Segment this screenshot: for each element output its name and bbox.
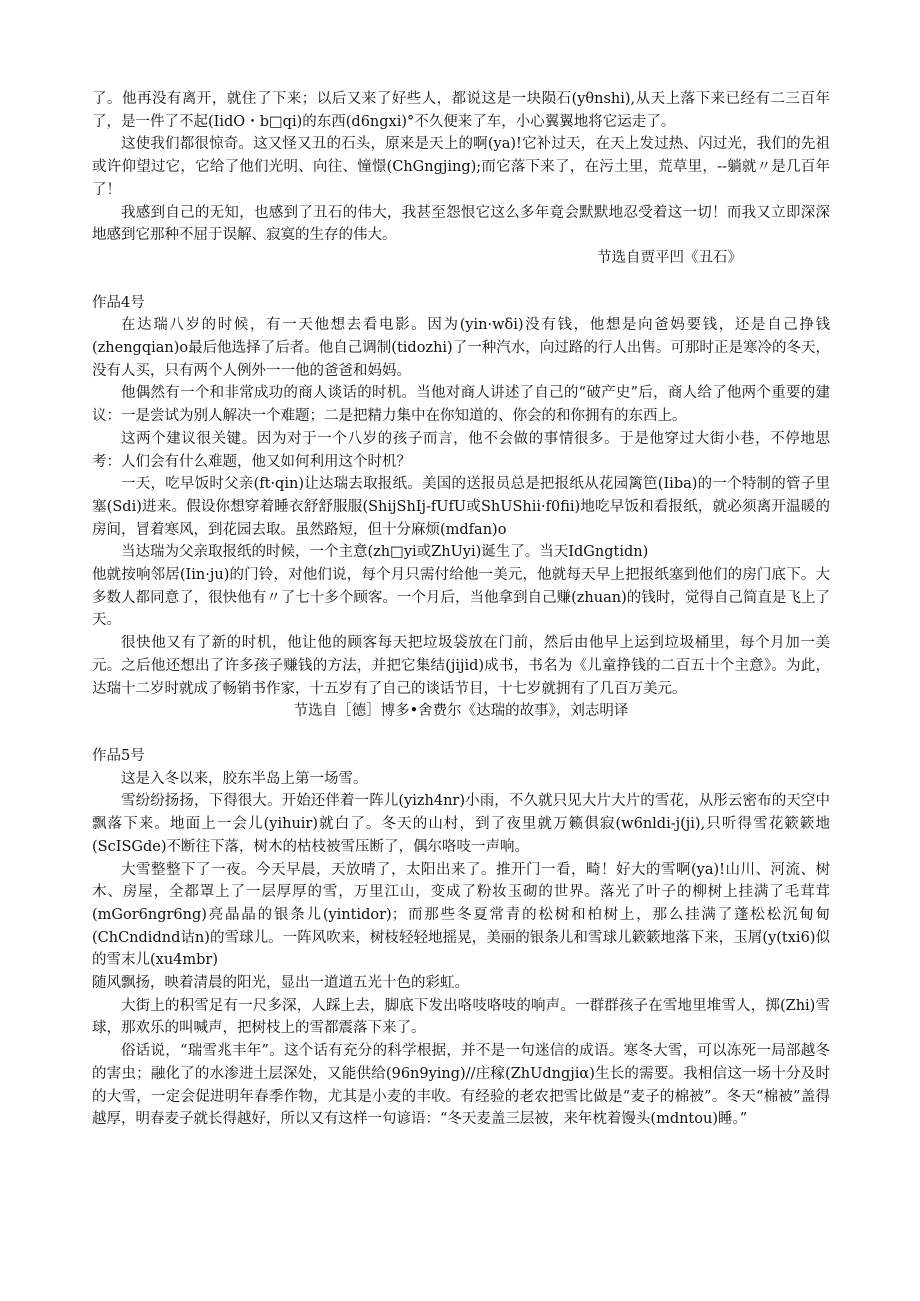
section-heading: 作品5号 xyxy=(92,747,145,764)
paragraph: 当达瑞为父亲取报纸的时候，一个主意(zh□yi或ZhUyi)诞生了。当天IdGngtidn) xyxy=(121,544,649,561)
paragraph: 在达瑞八岁的时候，有一天他想去看电影。因为(yin·wδi)没有钱，他想是向爸妈要钱，还是自己挣钱(zhengqian)o最后他选择了后者。他自己调制(tidozhi)了一种汽水，向过路的行人出售。可那时正是寒冷的冬天，没有人买，只有两个人例外一一他的爸爸和妈妈。 xyxy=(92,317,830,379)
paragraph: 雪纷纷扬扬，下得很大。开始还伴着一阵儿(yizh4nr)小雨，不久就只见大片大片的雪花，从彤云密布的天空中飘落下来。地面上一会儿(yihuir)就白了。冬天的山村，到了夜里就万籁俱寂(w6nldi-j(ji),只听得雪花簌簌地(ScISGde)不断往下落，树木的枯枝被雪压断了，偶尔咯吱一声响。 xyxy=(92,793,830,855)
paragraph: 大街上的积雪足有一尺多深，人踩上去，脚底下发出咯吱咯吱的响声。一群群孩子在雪地里堆雪人，掷(Zhi)雪球，那欢乐的叫喊声，把树枝上的雪都震落下来了。 xyxy=(92,997,830,1037)
document-body xyxy=(92,88,830,1131)
source-citation: 节选自贾平凹《丑石》 xyxy=(597,249,742,266)
paragraph: 随风飘扬，映着清晨的阳光，显出一道道五光十色的彩虹。 xyxy=(92,975,469,992)
paragraph: 他偶然有一个和非常成功的商人谈话的时机。当他对商人讲述了自己的“破产史”后，商人给了他两个重要的建议：一是尝试为别人解决一个难题；二是把精力集中在你知道的、你会的和你拥有的东西上。 xyxy=(92,385,830,425)
paragraph: 我感到自己的无知，也感到了丑石的伟大，我甚至怨恨它这么多年竟会默默地忍受着这一切！而我又立即深深地感到它那种不屈于误解、寂寞的生存的伟大。 xyxy=(92,204,830,244)
paragraph: 了。他再没有离开，就住了下来；以后又来了好些人，都说这是一块陨石(yθnshi),从天上落下来已经有二三百年了，是一件了不起(IidO・b□qi)的东西(d6ngxi)°不久便来了车，小心翼翼地将它运走了。 xyxy=(92,91,830,130)
source-citation: 节选自［德］博多•舍费尔《达瑞的故事》，刘志明译 xyxy=(293,703,629,720)
paragraph: 这两个建议很关键。因为对于一个八岁的孩子而言，他不会做的事情很多。于是他穿过大街小巷，不停地思考：人们会有什么难题，他又如何利用这个时机？ xyxy=(92,430,830,470)
paragraph: 这是入冬以来，胶东半岛上第一场雪。 xyxy=(121,770,368,787)
paragraph: 大雪整整下了一夜。今天早晨，天放晴了，太阳出来了。推开门一看，畸！好大的雪啊(ya)!山川、河流、树木、房屋，全都罩上了一层厚厚的雪，万里江山，变成了粉妆玉砌的世界。落光了叶子的柳树上挂满了毛茸茸(mGor6ngr6ng)亮晶晶的银条儿(yintidor)；而那些冬夏常青的松树和柏树上，那么挂满了蓬松松沉甸甸(ChCndidnd诂n)的雪球儿。一阵风吹来，树枝轻轻地摇晃，美丽的银条儿和雪球儿簌簌地落下来，玉屑(y(txi6)似的雪末儿(xu4mbr) xyxy=(92,861,830,969)
paragraph: 这使我们都很惊奇。这又怪又丑的石头，原来是天上的啊(ya)!它补过天，在天上发过热、闪过光，我们的先祖或许仰望过它，它给了他们光明、向往、憧憬(ChGngjing);而它落下来了，在污土里，荒草里，--躺就〃是几百年了！ xyxy=(92,136,830,198)
paragraph: 俗话说，“瑞雪兆丰年”。这个话有充分的科学根据，并不是一句迷信的成语。寒冬大雪，可以冻死一局部越冬的害虫；融化了的水渗进土层深处，又能供给(96n9ying)//庄稼(ZhUdngjiα)生长的需要。我相信这一场十分及时的大雪，一定会促进明年春季作物，尤其是小麦的丰收。有经验的老农把雪比做是“麦子的棉被”。冬天“棉被”盖得越厚，明春麦子就长得越好，所以又有这样一句谚语：“冬天麦盖三层被，来年枕着馒头(mdntou)睡。” xyxy=(92,1043,830,1128)
paragraph: 他就按响邻居(Iin·ju)的门铃，对他们说，每个月只需付给他一美元，他就每天早上把报纸塞到他们的房门底下。大多数人都同意了，很快他有〃了七十多个顾客。一个月后，当他拿到自己赚(zhuan)的钱时，觉得自己简直是飞上了天。 xyxy=(92,567,830,629)
section-heading: 作品4号 xyxy=(92,294,145,311)
paragraph: 一天，吃早饭时父亲(ft·qin)让达瑞去取报纸。美国的送报员总是把报纸从花园篱笆(Iiba)的一个特制的管子里塞(Sdi)进来。假设你想穿着睡衣舒舒服服(ShijShIj-fUfU或ShUShii·f0fii)地吃早饭和看报纸，就必须离开温暖的房间，冒着寒风，到花园去取。虽然路短，但十分麻烦(mdfan)o xyxy=(92,476,830,538)
paragraph: 很快他又有了新的时机，他让他的顾客每天把垃圾袋放在门前，然后由他早上运到垃圾桶里，每个月加一美元。之后他还想出了许多孩子赚钱的方法，并把它集结(jijid)成书，书名为《儿童挣钱的二百五十个主意》。为此，达瑞十二岁时就成了畅销书作家，十五岁有了自己的谈话节目，十七岁就拥有了几百万美元。 xyxy=(92,635,830,697)
